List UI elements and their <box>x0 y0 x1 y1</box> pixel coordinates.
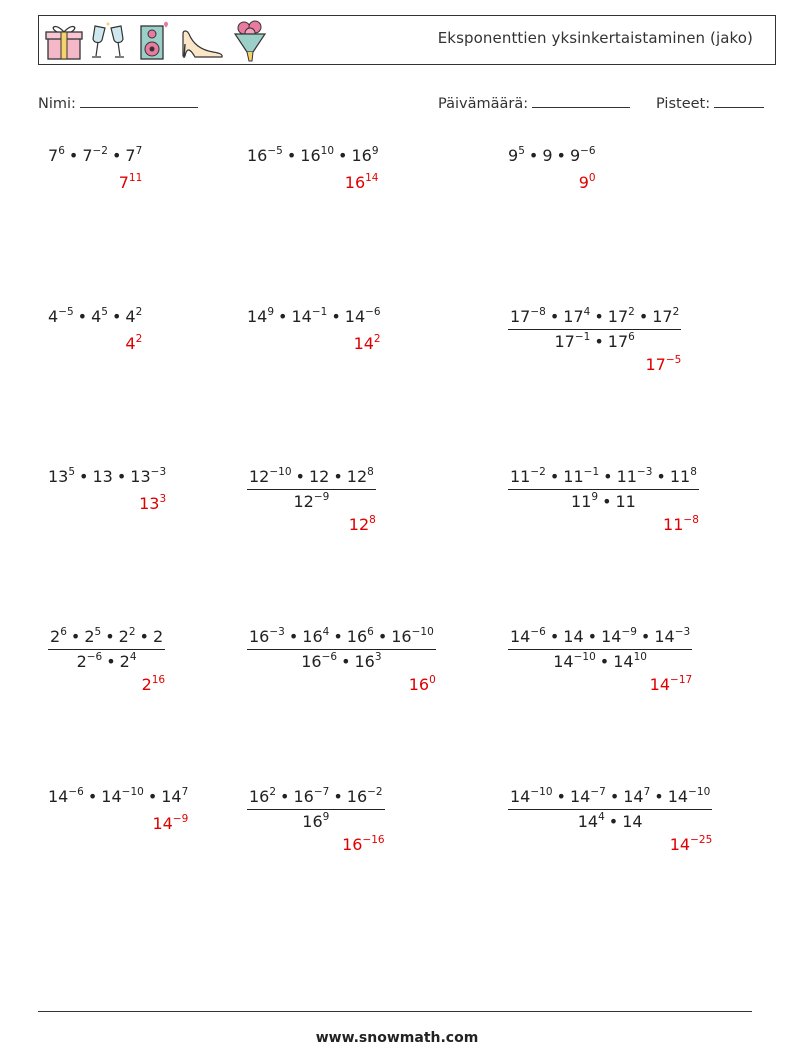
problem-9 <box>508 467 699 511</box>
multiply-dot: • <box>286 146 297 165</box>
answer: $9^0$ <box>578 172 596 192</box>
factor-term: $14^{-6}$ <box>344 306 381 326</box>
multiply-dot: • <box>528 146 539 165</box>
multiply-dot: • <box>654 787 664 806</box>
problem-expression <box>247 787 385 831</box>
denominator <box>508 489 699 511</box>
score-label: Pisteet: <box>656 96 711 112</box>
numerator-term: 2 <box>152 627 164 646</box>
numerator-term: 14 <box>563 627 584 646</box>
problem-6 <box>508 307 681 351</box>
multiply-dot: • <box>594 332 604 351</box>
multiply-dot: • <box>640 627 651 646</box>
numerator-term: $2^2$ <box>118 626 136 646</box>
factor-term: 13 <box>92 467 113 486</box>
worksheet-header <box>38 15 776 65</box>
numerator-term: $16^{-10}$ <box>391 626 434 646</box>
numerator-term: $14^{-7}$ <box>569 786 606 806</box>
multiply-dot: • <box>556 787 566 806</box>
denominator <box>508 329 681 351</box>
numerator-term: $17^4$ <box>563 306 591 326</box>
multiply-dot: • <box>331 307 341 326</box>
multiply-dot: • <box>608 812 619 831</box>
problem-expression <box>247 627 436 671</box>
multiply-dot: • <box>295 467 305 486</box>
factor-term: $14^9$ <box>247 306 275 326</box>
problem-7 <box>48 467 166 486</box>
numerator <box>247 627 436 649</box>
problem-expression <box>247 307 381 326</box>
denominator-term: $16^{-6}$ <box>301 651 338 671</box>
factor-term: $4^{-5}$ <box>48 306 74 326</box>
date-field <box>438 93 630 112</box>
numerator-term: $14^{-9}$ <box>601 626 637 646</box>
problem-1 <box>48 146 142 165</box>
denominator <box>247 649 436 671</box>
multiply-dot: • <box>116 467 127 486</box>
denominator-term: 11 <box>615 492 636 511</box>
factor-term: $14^{-10}$ <box>101 786 144 806</box>
multiply-dot: • <box>111 146 122 165</box>
numerator <box>508 787 712 809</box>
numerator-term: $12^{-10}$ <box>249 466 292 486</box>
factor-term: $9^{-6}$ <box>569 145 596 165</box>
worksheet-title: Eksponenttien yksinkertaistaminen (jako) <box>437 29 753 47</box>
multiply-dot: • <box>638 307 649 326</box>
numerator-term: $12^8$ <box>346 466 374 486</box>
multiply-dot: • <box>68 146 79 165</box>
factor-term: $13^5$ <box>48 466 76 486</box>
speaker-icon <box>137 20 169 62</box>
problem-expression <box>247 146 379 165</box>
date-blank[interactable] <box>532 93 630 108</box>
multiply-dot: • <box>333 787 343 806</box>
problem-expression <box>48 467 166 486</box>
answer: $7^{11}$ <box>118 172 143 192</box>
numerator-term: $14^7$ <box>623 786 651 806</box>
gift-icon <box>45 20 83 62</box>
multiply-dot: • <box>288 627 299 646</box>
numerator-term: $16^4$ <box>302 626 330 646</box>
denominator-term: $11^9$ <box>571 491 599 511</box>
multiply-dot: • <box>87 787 98 806</box>
factor-term: $4^2$ <box>125 306 143 326</box>
denominator-term: $16^9$ <box>302 811 330 831</box>
factor-term: $14^{-1}$ <box>291 306 328 326</box>
problem-13 <box>48 787 188 806</box>
denominator-term: $16^3$ <box>354 651 382 671</box>
problem-expression <box>48 627 165 671</box>
multiply-dot: • <box>333 467 343 486</box>
multiply-dot: • <box>333 627 343 646</box>
answer: $16^{-16}$ <box>342 834 385 854</box>
champagne-glasses-icon <box>89 20 127 62</box>
factor-term: $13^{-3}$ <box>130 466 167 486</box>
name-label: Nimi: <box>38 96 76 112</box>
denominator <box>247 809 385 831</box>
numerator-term: $11^{-2}$ <box>510 466 546 486</box>
numerator-term: $2^6$ <box>50 626 67 646</box>
answer: $14^2$ <box>353 333 381 353</box>
answer: $13^3$ <box>139 493 167 513</box>
multiply-dot: • <box>549 307 560 326</box>
score-blank[interactable] <box>714 93 764 108</box>
numerator <box>247 467 376 489</box>
problem-expression <box>48 787 188 806</box>
numerator-term: $2^5$ <box>84 626 102 646</box>
problem-12 <box>508 627 692 671</box>
problem-expression <box>48 146 142 165</box>
answer: $14^{-25}$ <box>669 834 713 854</box>
numerator-term: $16^{-2}$ <box>346 786 383 806</box>
factor-term: $7^{-2}$ <box>82 145 108 165</box>
numerator-term: $16^{-3}$ <box>249 626 285 646</box>
multiply-dot: • <box>79 467 89 486</box>
multiply-dot: • <box>341 652 351 671</box>
date-label: Päivämäärä: <box>438 96 529 112</box>
answer: $17^{-5}$ <box>645 354 682 374</box>
problem-expression <box>508 307 681 351</box>
name-blank[interactable] <box>80 93 198 108</box>
denominator <box>247 489 376 511</box>
numerator <box>508 307 681 329</box>
problem-10 <box>48 627 165 671</box>
multiply-dot: • <box>70 627 81 646</box>
numerator-term: $14^{-10}$ <box>510 786 553 806</box>
numerator-term: $16^{-7}$ <box>293 786 330 806</box>
multiply-dot: • <box>602 492 612 511</box>
denominator-term: $12^{-9}$ <box>293 491 330 511</box>
multiply-dot: • <box>377 627 388 646</box>
footer-divider <box>38 1011 752 1012</box>
multiply-dot: • <box>603 467 613 486</box>
factor-term: $14^{-6}$ <box>48 786 84 806</box>
numerator-term: $14^{-10}$ <box>667 786 711 806</box>
answer: $14^{-9}$ <box>152 813 189 833</box>
numerator-term: $14^{-6}$ <box>510 626 546 646</box>
problem-3 <box>508 146 596 165</box>
numerator-term: $11^8$ <box>669 466 697 486</box>
numerator <box>508 627 692 649</box>
problem-4 <box>48 307 142 326</box>
numerator <box>247 787 385 809</box>
problem-expression <box>508 787 712 831</box>
problem-15 <box>508 787 712 831</box>
multiply-dot: • <box>549 627 560 646</box>
multiply-dot: • <box>280 787 290 806</box>
multiply-dot: • <box>105 627 115 646</box>
numerator-term: $11^{-1}$ <box>563 466 600 486</box>
factor-term: $9^5$ <box>508 145 525 165</box>
multiply-dot: • <box>147 787 158 806</box>
high-heel-shoe-icon <box>179 20 225 62</box>
problem-expression <box>508 146 596 165</box>
factor-term: $16^{10}$ <box>300 145 335 165</box>
denominator-term: $17^6$ <box>607 331 635 351</box>
answer: $16^{14}$ <box>344 172 379 192</box>
factor-term: $7^6$ <box>48 145 65 165</box>
flower-bouquet-icon <box>231 20 271 62</box>
denominator-term: $17^{-1}$ <box>554 331 591 351</box>
denominator <box>508 649 692 671</box>
denominator-term: $2^{-6}$ <box>76 651 103 671</box>
multiply-dot: • <box>656 467 666 486</box>
multiply-dot: • <box>587 627 598 646</box>
multiply-dot: • <box>338 146 348 165</box>
problem-expression <box>508 627 692 671</box>
multiply-dot: • <box>549 467 560 486</box>
problem-14 <box>247 787 385 831</box>
factor-term: $7^7$ <box>125 145 143 165</box>
score-field <box>656 93 764 112</box>
factor-term: $16^{-5}$ <box>247 145 283 165</box>
multiply-dot: • <box>599 652 610 671</box>
numerator <box>508 467 699 489</box>
footer-url: www.snowmath.com <box>315 1030 479 1046</box>
denominator-term: $14^{-10}$ <box>553 651 596 671</box>
denominator-term: $14^4$ <box>577 811 605 831</box>
numerator-term: $11^{-3}$ <box>616 466 653 486</box>
numerator-term: $16^6$ <box>346 626 374 646</box>
problem-expression <box>247 467 376 511</box>
factor-term: $14^7$ <box>161 786 189 806</box>
factor-term: 9 <box>542 146 553 165</box>
multiply-dot: • <box>594 307 604 326</box>
multiply-dot: • <box>556 146 566 165</box>
answer: $11^{-8}$ <box>663 514 699 534</box>
problem-11 <box>247 627 436 671</box>
multiply-dot: • <box>609 787 620 806</box>
factor-term: $16^9$ <box>351 145 379 165</box>
answer: $4^2$ <box>125 333 143 353</box>
numerator-term: $17^2$ <box>607 306 635 326</box>
problem-expression <box>508 467 699 511</box>
denominator-term: $2^4$ <box>119 651 137 671</box>
factor-term: $4^5$ <box>91 306 108 326</box>
answer: $16^0$ <box>408 674 436 694</box>
problem-8 <box>247 467 376 511</box>
numerator-term: 12 <box>308 467 330 486</box>
answer: $14^{-17}$ <box>649 674 693 694</box>
multiply-dot: • <box>139 627 149 646</box>
problem-2 <box>247 146 379 165</box>
numerator-term: $16^2$ <box>249 786 277 806</box>
numerator-term: $17^{-8}$ <box>510 306 546 326</box>
multiply-dot: • <box>111 307 122 326</box>
problem-expression <box>48 307 142 326</box>
numerator-term: $17^2$ <box>652 306 680 326</box>
denominator <box>48 649 165 671</box>
numerator-term: $14^{-3}$ <box>654 626 691 646</box>
answer: $12^8$ <box>348 514 376 534</box>
denominator-term: 14 <box>622 812 643 831</box>
answer: $2^{16}$ <box>141 674 166 694</box>
problem-5 <box>247 307 381 326</box>
multiply-dot: • <box>278 307 288 326</box>
multiply-dot: • <box>77 307 88 326</box>
name-field <box>38 93 198 112</box>
denominator <box>508 809 712 831</box>
denominator-term: $14^{10}$ <box>613 651 647 671</box>
numerator <box>48 627 165 649</box>
multiply-dot: • <box>106 652 116 671</box>
